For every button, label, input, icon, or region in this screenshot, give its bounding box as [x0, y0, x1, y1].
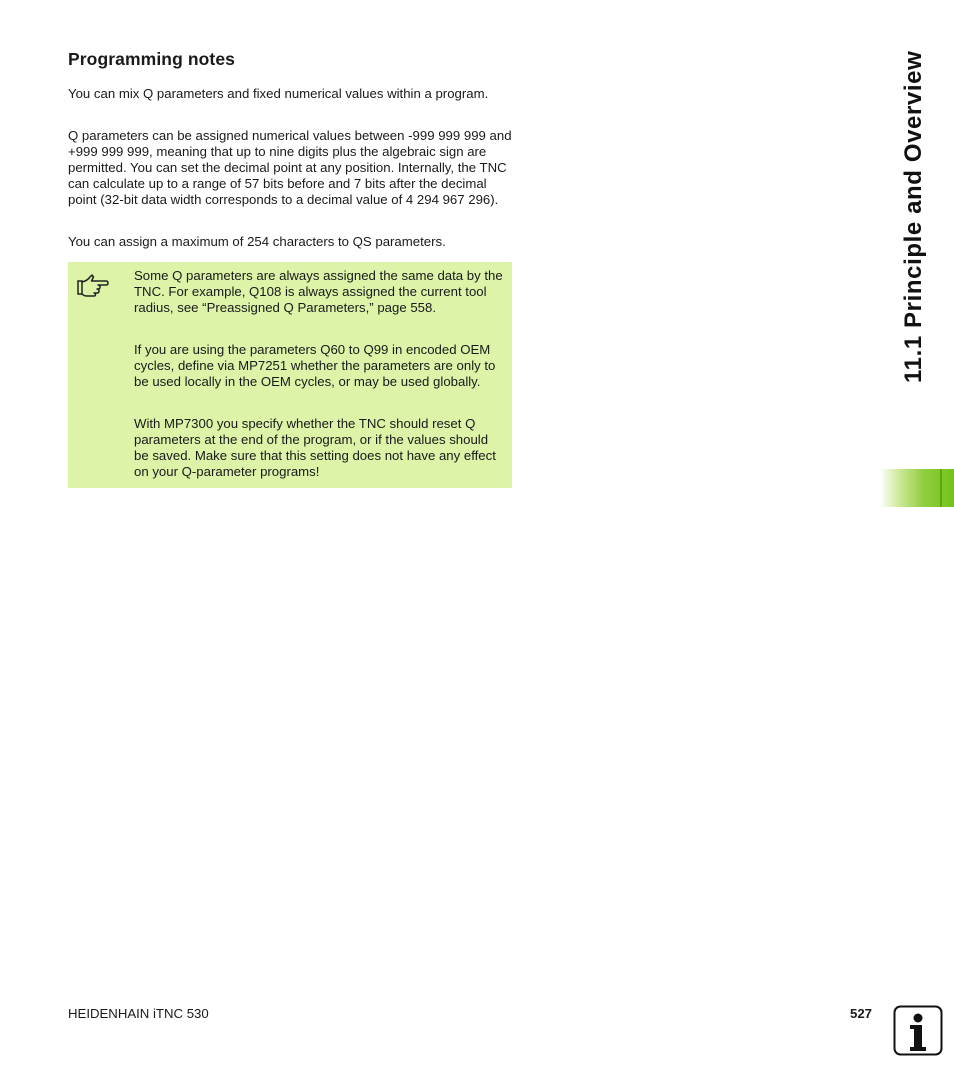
page-number: 527: [849, 1006, 872, 1021]
note-paragraph-oem-cycles: If you are using the parameters Q60 to Q99 in encoded OEM cycles, define via MP7251 whether the parameters are only to be used locally in the OEM cycles, or may be used globally.: [134, 342, 496, 389]
pointing-hand-icon: [76, 272, 110, 298]
section-heading: Programming notes: [68, 49, 236, 69]
info-icon: [893, 1005, 943, 1056]
note-paragraph-preassigned: Some Q parameters are always assigned the same data by the TNC. For example, Q108 is always assigned the current tool radius, see “Preassigned Q Parameters,” page 558.: [134, 268, 503, 315]
chapter-title: 11.1 Principle and Overview: [900, 50, 927, 383]
note-box: [68, 262, 512, 488]
paragraph-qs-limit: You can assign a maximum of 254 characters to QS parameters.: [68, 234, 446, 249]
note-paragraph-mp7300: With MP7300 you specify whether the TNC should reset Q parameters at the end of the program, or if the values should be saved. Make sure that this setting does not have any effect on your Q-parameter programs!: [134, 416, 496, 479]
paragraph-mixing: You can mix Q parameters and fixed numerical values within a program.: [68, 86, 489, 101]
paragraph-value-range: Q parameters can be assigned numerical values between -999 999 999 and +999 999 999, meaning that up to nine digits plus the algebraic sign are permitted. You can set the decimal point at any position. Internally, the TNC can calculate up to a range of 57 bits before and 7 bits after the decimal point (32-bit data width corresponds to a decimal value of 4 294 967 296).: [68, 128, 512, 207]
footer-manual-name: HEIDENHAIN iTNC 530: [68, 1006, 209, 1021]
chapter-tab-marker: [880, 469, 954, 507]
chapter-tab-edge: [940, 469, 942, 507]
